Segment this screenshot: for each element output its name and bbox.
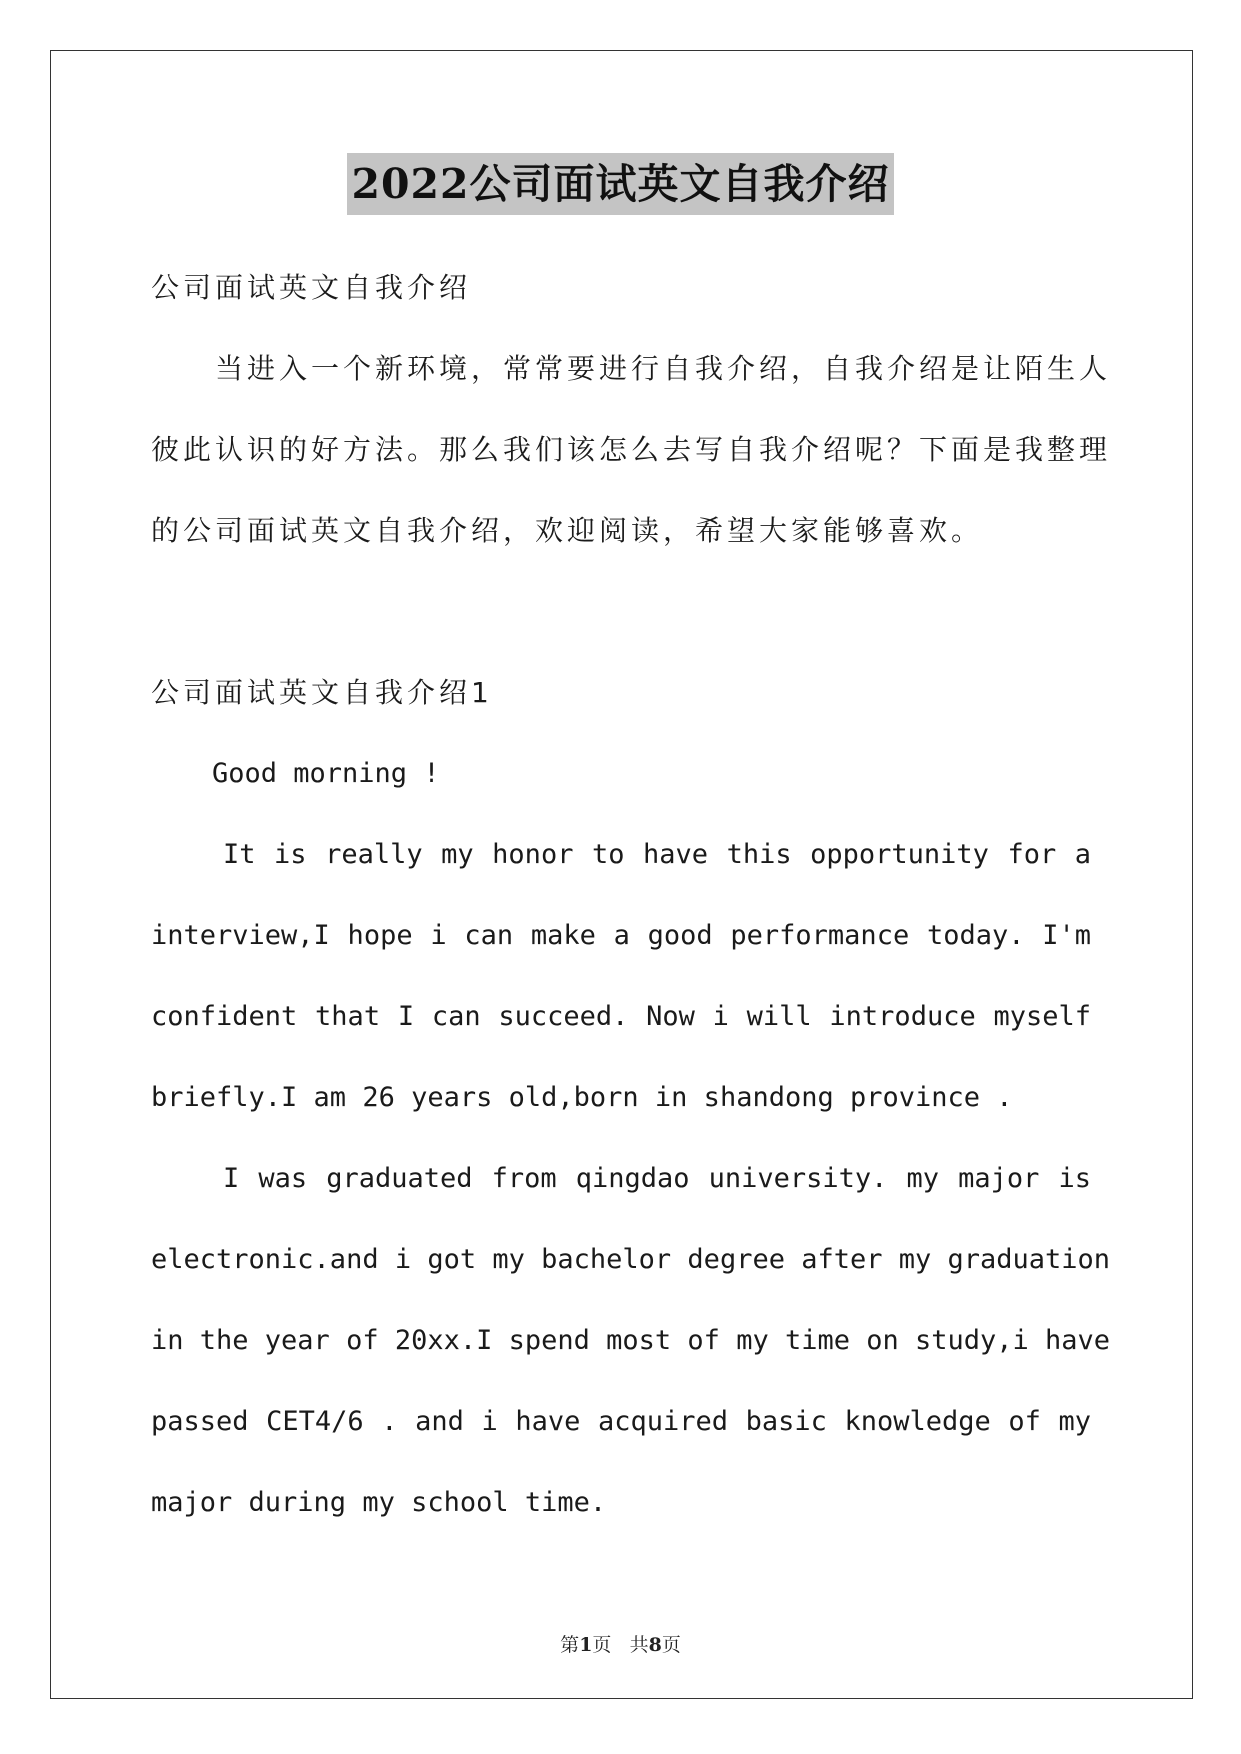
title-container [0,153,1241,215]
intro-line-2: 彼此认识的好方法。那么我们该怎么去写自我介绍呢？下面是我整理 [151,433,1112,466]
paragraph2-line-4: passed CET4/6 . and i have acquired basic knowledge of my [151,1406,1091,1437]
document-title: 2022公司面试英文自我介绍 [347,153,893,215]
current-page-number: 1 [579,1634,593,1656]
footer-total-prefix: 共 [629,1634,649,1656]
paragraph2-line-5: major during my school time. [151,1487,607,1518]
paragraph1-line-4: briefly.I am 26 years old,born in shandong province . [151,1082,1013,1113]
footer-page-word: 页 [592,1634,612,1656]
paragraph2-line-3: in the year of 20xx.I spend most of my time on study,i have [151,1325,1111,1356]
paragraph1-line-3: confident that I can succeed. Now i will introduce myself [151,1001,1091,1032]
intro-line-3: 的公司面试英文自我介绍，欢迎阅读，希望大家能够喜欢。 [151,514,984,547]
section-heading: 公司面试英文自我介绍1 [151,676,493,709]
footer-total-suffix: 页 [661,1634,681,1656]
paragraph2-line-1: I was graduated from qingdao university. my major is [223,1163,1091,1194]
footer-prefix: 第 [560,1634,580,1656]
greeting-line: Good morning ! [212,758,440,789]
paragraph1-line-1: It is really my honor to have this opportunity for a [223,839,1091,870]
intro-line-1: 当进入一个新环境，常常要进行自我介绍，自我介绍是让陌生人 [151,352,1112,385]
total-pages-number: 8 [648,1634,662,1656]
page-footer [0,1630,1241,1657]
paragraph2-line-2: electronic.and i got my bachelor degree after my graduation [151,1244,1111,1275]
document-subtitle: 公司面试英文自我介绍 [151,271,472,304]
paragraph1-line-2: interview,I hope i can make a good performance today. I'm [151,920,1091,951]
